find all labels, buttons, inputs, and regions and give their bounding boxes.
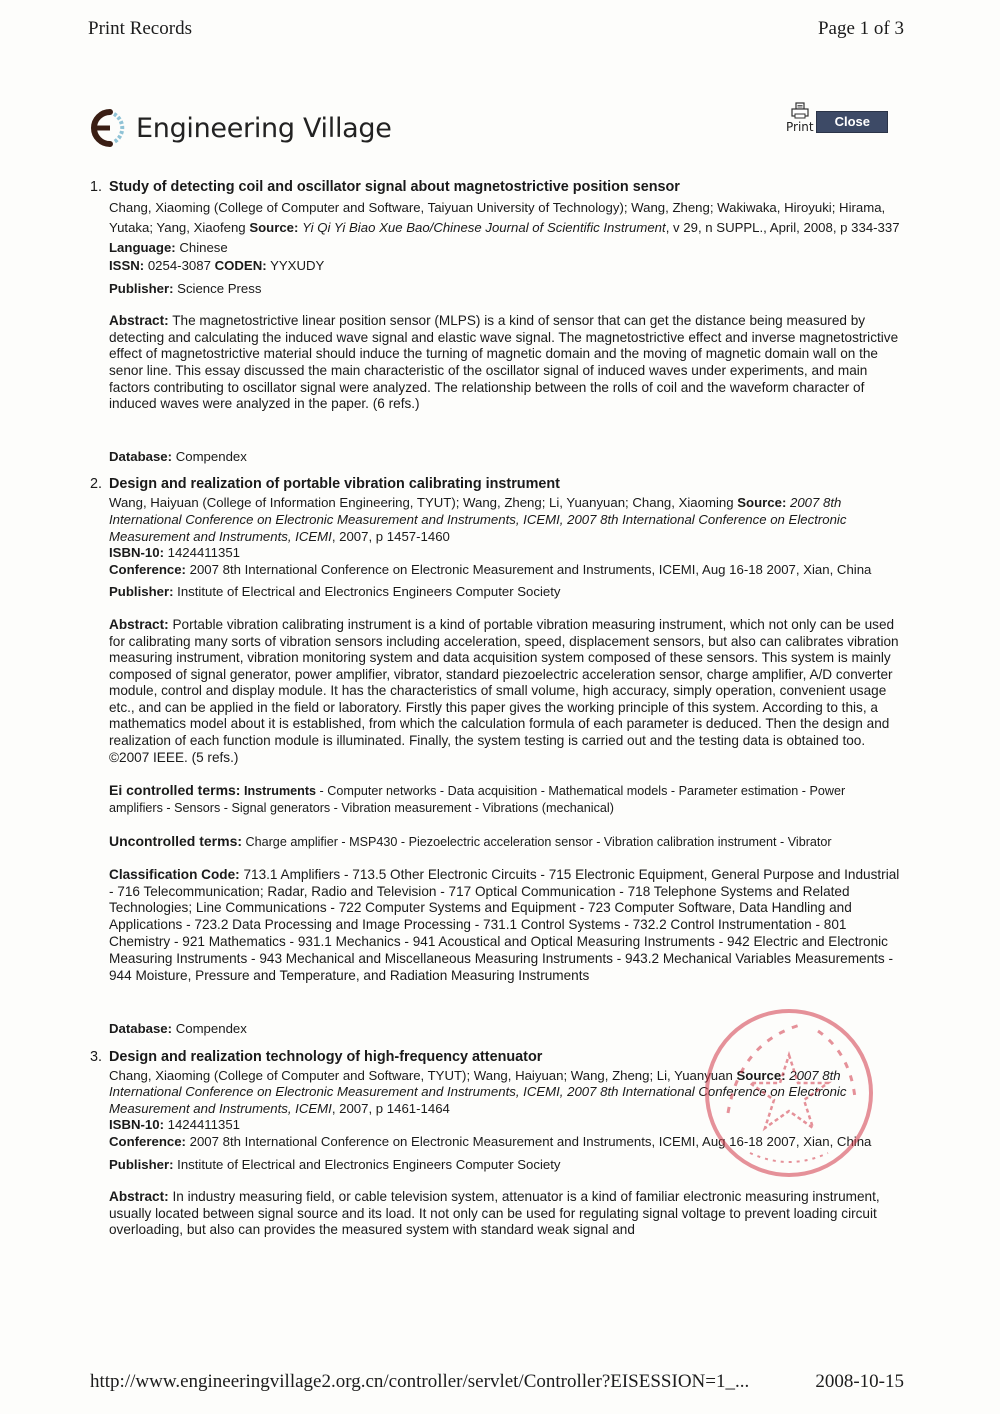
page-url[interactable]: http://www.engineeringvillage2.org.cn/controller/servlet/Controller?EISESSION=1_... bbox=[90, 1371, 750, 1392]
ei-controlled-terms bbox=[109, 782, 900, 817]
print-records-title: Print Records bbox=[88, 18, 192, 39]
record-title-row bbox=[90, 475, 900, 493]
publisher-label: Publisher: bbox=[109, 584, 174, 600]
publisher bbox=[109, 1157, 900, 1174]
database-value: Compendex bbox=[175, 1020, 247, 1036]
abstract bbox=[109, 1189, 900, 1239]
record-item bbox=[90, 1048, 900, 1239]
ei-controlled-label: Ei controlled terms: bbox=[109, 782, 241, 799]
page-counter: Page 1 of 3 bbox=[817, 18, 904, 39]
publisher bbox=[109, 281, 900, 298]
conference bbox=[109, 562, 900, 579]
record-title[interactable]: Design and realization of portable vibration calibrating instrument bbox=[109, 476, 560, 493]
authors: Wang, Haiyuan (College of Information Engineering, TYUT); Wang, Zheng; Li, Yuanyuan; Chang, Xiaoming bbox=[109, 495, 734, 511]
citation bbox=[109, 495, 900, 545]
identifiers bbox=[109, 258, 900, 275]
abstract-label: Abstract: bbox=[109, 616, 169, 632]
brand-name: Engineering Village bbox=[136, 112, 392, 144]
coden-label: CODEN: bbox=[214, 258, 267, 273]
ei-controlled-values: - Computer networks - Data acquisition - Mathematical models - Parameter estimation - Power amplifiers - Sensors - Signal generators - Vibration measurement - Vibrations (mechanical) bbox=[109, 784, 846, 816]
source-label: Source: bbox=[736, 1067, 786, 1083]
language-label: Language: bbox=[109, 240, 176, 255]
publisher-value: Science Press bbox=[177, 280, 262, 296]
abstract-label: Abstract: bbox=[109, 313, 169, 329]
classification-code bbox=[109, 867, 900, 985]
record-item bbox=[90, 178, 900, 465]
browser-print-footer bbox=[90, 1371, 904, 1393]
publisher bbox=[109, 584, 900, 601]
abstract-text: In industry measuring field, or cable television system, attenuator is a kind of familiar electronic measuring instrument, usually located between signal source and its load. It not only can be used for regulating signal voltage to prevent loading circuit overloading, but also can provides the measured system with standard weak signal and bbox=[109, 1189, 880, 1238]
abstract-text: Portable vibration calibrating instrument is a kind of portable vibration measuring instrument, which not only can be used for calibrating many sorts of vibration sensors including acceleration, speed, displacement sensors, but also can calibrates vibration measuring instrument, vibration monitoring system and data acquisition system composed of these sensors. This system is mainly composed of signal generator, power amplifier, vibrator, standard piezoelectric acceleration sensor, charge amplifier, A/D converter module, control and display module. It has the characteristics of small volume, high accuracy, simply operation, convenient usage etc., and can be applied in the field or laboratory. Firstly this paper gives the working principle of this system. According to this, a mathematics model about it is established, from which the calculation formula of each parameter is deduced. Then the design and realization of each function module is illuminated. Finally, the system testing is carried out and the testing data is obtained too. ©2007 IEEE. (5 refs.) bbox=[109, 616, 899, 765]
conference-label: Conference: bbox=[109, 1133, 186, 1149]
source-details: , v 29, n SUPPL., April, 2008, p 334-337 bbox=[665, 220, 900, 235]
engineering-village-logo bbox=[88, 108, 392, 148]
language-value: Chinese bbox=[179, 240, 228, 255]
abstract-text: The magnetostrictive linear position sensor (MLPS) is a kind of sensor that can get the distance being measured by detecting and calculating the induced wave signal and elastic wave signal. The magnetostrictive effect and inverse magnetostrictive effect of magnetostrictive material should induce the turning of magnetic domain and the moving of magnetic domain wall on the senor line. This essay discussed the main characteristic of the oscillator signal of induced waves under experiments, and main factors contributing to oscillator signal were analyzed. The relationship between the rolls of coil and the waveform character of induced waves were analyzed in the paper. (6 refs.) bbox=[109, 313, 899, 412]
conference-value: 2007 8th International Conference on Electronic Measurement and Instruments, ICEMI, Aug 16-18 2007, Xian, China bbox=[189, 1133, 872, 1149]
close-button[interactable]: Close bbox=[816, 111, 888, 133]
isbn-label: ISBN-10: bbox=[109, 545, 164, 561]
source-title: 2007 8th International Conference on Electronic Measurement and Instruments, ICEMI, 2007 8th International Conference on Electronic Measurement and Instruments, ICEMI bbox=[109, 1067, 847, 1116]
authors: Chang, Xiaoming (College of Computer and Software, TYUT); Wang, Haiyuan; Wang, Zheng; Li, Yuanyuan bbox=[109, 1067, 733, 1083]
conference-label: Conference: bbox=[109, 561, 186, 577]
classification-label: Classification Code: bbox=[109, 866, 240, 882]
record-title-row bbox=[90, 178, 900, 196]
source-details: , 2007, p 1461-1464 bbox=[331, 1100, 450, 1116]
citation bbox=[109, 1068, 900, 1118]
print-button[interactable] bbox=[786, 102, 814, 134]
uncontrolled-terms bbox=[109, 833, 900, 851]
print-label: Print bbox=[786, 120, 814, 134]
print-date: 2008-10-15 bbox=[815, 1371, 904, 1392]
ei-main-heading: Instruments bbox=[243, 784, 317, 799]
ei-logo-icon bbox=[88, 108, 126, 148]
record-number: 3. bbox=[90, 1048, 103, 1065]
database bbox=[109, 1021, 900, 1038]
uncontrolled-values: Charge amplifier - MSP430 - Piezoelectric acceleration sensor - Vibration calibration instrument - Vibrator bbox=[245, 834, 832, 849]
coden-value: YYXUDY bbox=[270, 258, 325, 273]
issn-label: ISSN: bbox=[109, 258, 145, 273]
database-label: Database: bbox=[109, 448, 173, 464]
record-number: 1. bbox=[90, 179, 103, 195]
source-details: , 2007, p 1457-1460 bbox=[331, 528, 450, 544]
database-value: Compendex bbox=[175, 448, 247, 464]
isbn-label: ISBN-10: bbox=[109, 1117, 164, 1133]
conference-value: 2007 8th International Conference on Electronic Measurement and Instruments, ICEMI, Aug 16-18 2007, Xian, China bbox=[189, 561, 872, 577]
issn-value: 0254-3087 bbox=[147, 258, 211, 273]
isbn bbox=[109, 1117, 900, 1134]
source-title: 2007 8th International Conference on Electronic Measurement and Instruments, ICEMI, 2007 8th International Conference on Electronic Measurement and Instruments, ICEMI bbox=[109, 495, 847, 544]
publisher-label: Publisher: bbox=[109, 1156, 174, 1172]
isbn-value: 1424411351 bbox=[167, 545, 241, 561]
source-title: Yi Qi Yi Biao Xue Bao/Chinese Journal of Scientific Instrument bbox=[302, 220, 666, 235]
record-item bbox=[90, 475, 900, 1037]
abstract bbox=[109, 313, 900, 413]
authors: Chang, Xiaoming (College of Computer and Software, Taiyuan University of Technology); Wang, Zheng; Wakiwaka, Hiroyuki; Hirama, Yutaka; Yang, Xiaofeng bbox=[109, 200, 886, 235]
classification-values: 713.1 Amplifiers - 713.5 Other Electronic Circuits - 715 Electronic Equipment, General Purpose and Industrial - 716 Telecommunication; Radar, Radio and Television - 717 Optical Communication - 718 Telephone Systems and Related Technologies; Line Communications - 722 Computer Systems and Equipment - 723 Computer Software, Data Handling and Applications - 723.2 Data Processing and Image Processing - 731.1 Control Systems - 732.2 Control Instrumentation - 801 Chemistry - 921 Mathematics - 931.1 Mechanics - 941 Acoustical and Optical Measuring Instruments - 942 Electric and Electronic Measuring Instruments - 943 Mechanical and Miscellaneous Measuring Instruments - 943.2 Mechanical Variables Measurements - 944 Moisture, Pressure and Temperature, and Radiation Measuring Instruments bbox=[109, 866, 900, 984]
database-label: Database: bbox=[109, 1020, 173, 1036]
database bbox=[109, 449, 900, 466]
uncontrolled-label: Uncontrolled terms: bbox=[109, 832, 243, 849]
publisher-value: Institute of Electrical and Electronics Engineers Computer Society bbox=[177, 1156, 561, 1172]
printer-icon bbox=[790, 102, 810, 120]
records-list bbox=[90, 178, 900, 1239]
browser-print-header bbox=[88, 18, 904, 40]
conference bbox=[109, 1134, 900, 1151]
publisher-label: Publisher: bbox=[109, 280, 174, 296]
record-title[interactable]: Study of detecting coil and oscillator signal about magnetostrictive position sensor bbox=[109, 179, 680, 195]
record-number: 2. bbox=[90, 476, 103, 493]
source-label: Source: bbox=[737, 495, 787, 511]
record-actions bbox=[786, 102, 888, 134]
record-title[interactable]: Design and realization technology of high-frequency attenuator bbox=[109, 1048, 543, 1065]
source-label: Source: bbox=[249, 220, 299, 235]
citation bbox=[109, 198, 900, 258]
record-title-row bbox=[90, 1048, 900, 1066]
isbn-value: 1424411351 bbox=[167, 1117, 241, 1133]
isbn bbox=[109, 545, 900, 562]
abstract-label: Abstract: bbox=[109, 1189, 169, 1205]
publisher-value: Institute of Electrical and Electronics Engineers Computer Society bbox=[177, 584, 561, 600]
abstract bbox=[109, 617, 900, 766]
